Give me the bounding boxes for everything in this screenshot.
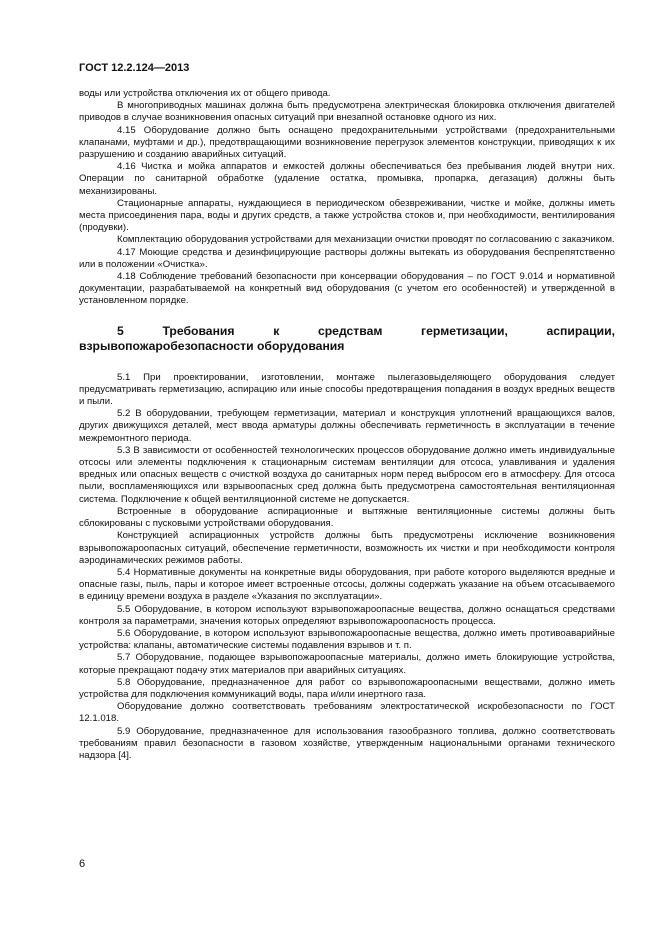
paragraph: Конструкцией аспирационных устройств должны быть предусмотрены исключение возникновения взрывопожароопасных ситуаций, обеспечение герметичности, возможность их чистки и при необходимости контроля аэродинамических режимов работы. [79,530,615,566]
paragraph: В многоприводных машинах должна быть предусмотрена электрическая блокировка отключения двигателей приводов в случае возникновения опасных ситуаций при внезапной остановке одного из них. [79,100,615,124]
paragraph: 5.7 Оборудование, подающее взрывопожароопасные материалы, должно иметь блокирующие устройства, которые прекращают подачу этих материалов при аварийных ситуациях. [79,652,615,676]
paragraph: 5.9 Оборудование, предназначенное для использования газообразного топлива, должно соответствовать требованиям правил безопасности в газовом хозяйстве, утвержденным национальными органами технического надзора [4]. [79,725,615,761]
paragraph: 4.17 Моющие средства и дезинфицирующие растворы должны вытекать из оборудования беспрепятственно или в положении «Очистка». [79,246,615,270]
document-header-title: ГОСТ 12.2.124—2013 [79,62,190,74]
paragraph: 5.3 В зависимости от особенностей технологических процессов оборудование должно иметь индивидуальные отсосы или элементы подключения к стационарным системам вентиляции для отсоса, улавливания и удаления вредных или опасных веществ с очисткой воздуха до санитарных норм перед выбросом его в атмосферу. Для отсоса пыли, воспламеняющихся или взрывоопасных сред должна быть предусмотрена самостоятельная вентиляционная система. Подключение к общей вентиляционной системе не допускается. [79,444,615,505]
paragraph: Встроенные в оборудование аспирационные и вытяжные вентиляционные системы должны быть сблокированы с пусковыми устройствами оборудования. [79,505,615,530]
page-number: 6 [79,858,86,870]
section-heading: 5 Требования к средствам герметизации, аспирации, взрывопожаробезопасности оборудования [79,323,615,353]
paragraph: 5.2 В оборудовании, требующем герметизации, материал и конструкция уплотнений вращающихся валов, других движущихся деталей, мест ввода арматуры должны обеспечивать герметичность в эксплуатации в течение межремонтного периода. [79,408,615,444]
paragraph: воды или устройства отключения их от общего привода. [79,88,331,99]
paragraph: Стационарные аппараты, нуждающиеся в периодическом обезвреживании, чистке и мойке, должны иметь места присоединения пара, воды и других средств, а также устройства стоков и, при необходимости, вентилирования (продувки). [79,197,615,234]
paragraph: 4.15 Оборудование должно быть оснащено предохранительными устройствами (предохранительными клапанами, муфтами и др.), предотвращающими возникновение перегрузок элементов конструкции, приводящих к их разрушению и созданию аварийных ситуаций. [79,124,615,161]
paragraph: 4.18 Соблюдение требований безопасности при консервации оборудования – по ГОСТ 9.014 и нормативной документации, разрабатываемой на конкретный вид оборудования (с учетом его особенностей) и утвержденной в установленном порядке. [79,271,615,307]
paragraph: Комплектацию оборудования устройствами для механизации очистки проводят по согласованию с заказчиком. [117,234,615,246]
paragraph: 5.8 Оборудование, предназначенное для работ со взрывопожароопасными веществами, должно иметь устройства для подключения коммуникаций воды, пара и/или инертного газа. [79,676,615,700]
paragraph: 5.4 Нормативные документы на конкретные виды оборудования, при работе которого выделяются вредные и опасные газы, пыль, пары и которое имеет встроенные отсосы, должны содержать указание на объем отсасываемого в единицу времени воздуха в разделе «Указания по эксплуатации». [79,566,615,603]
paragraph: 4.16 Чистка и мойка аппаратов и емкостей должны обеспечиваться без пребывания людей внутри них. Операции по санитарной обработке (удаление остатка, промывка, пропарка, дегазация) должны быть механизированы. [79,161,615,197]
paragraph: 5.5 Оборудование, в котором используют взрывопожароопасные вещества, должно оснащаться средствами контроля за параметрами, значения которых определяют взрывопожароопасность процесса. [79,603,615,627]
paragraph: 5.1 При проектировании, изготовлении, монтаже пылегазовыделяющего оборудования следует предусматривать герметизацию, аспирацию или иные способы предотвращения попадания в воздух вредных веществ и пыли. [79,371,615,408]
paragraph: 5.6 Оборудование, в котором используют взрывопожароопасные вещества, должно иметь противоаварийные устройства: клапаны, автоматические системы подавления взрывов и т. п. [79,627,615,652]
document-body [79,88,615,762]
paragraph: Оборудование должно соответствовать требованиям электростатической искробезопасности по ГОСТ 12.1.018. [79,701,615,725]
